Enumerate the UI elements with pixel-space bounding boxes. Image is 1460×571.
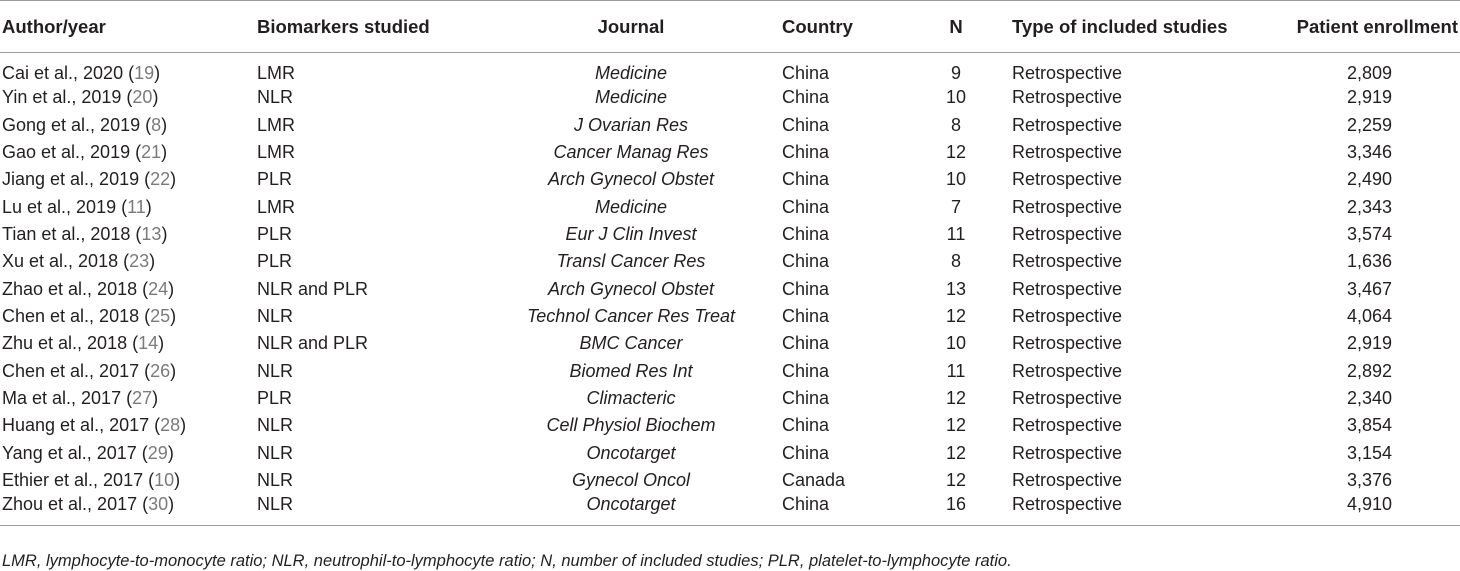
n-cell: 12 (945, 415, 967, 436)
reference-link[interactable]: 11 (127, 196, 146, 217)
reference-close-paren: ) (170, 169, 177, 190)
study-type-cell: Retrospective (1012, 114, 1123, 135)
reference-close-paren: ) (161, 223, 168, 244)
enrollment-cell: 1,636 (1346, 251, 1392, 272)
table-body (0, 53, 1460, 526)
n-cell: 7 (950, 196, 961, 217)
table-row (0, 221, 1460, 248)
reference-close-paren: ) (168, 494, 175, 515)
author-cell (0, 330, 255, 357)
table-row (0, 330, 1460, 357)
biomarkers-cell: PLR (257, 251, 293, 272)
study-type-cell: Retrospective (1012, 469, 1123, 490)
author-cell (0, 111, 255, 138)
enrollment-cell: 3,574 (1346, 223, 1392, 244)
table-row (0, 53, 1460, 85)
header-type: Type of included studies (1010, 1, 1270, 53)
study-type-cell: Retrospective (1012, 223, 1123, 244)
reference-link[interactable]: 25 (150, 305, 171, 326)
enrollment-cell: 3,467 (1346, 278, 1392, 299)
study-type-cell: Retrospective (1012, 196, 1123, 217)
journal-cell: Medicine (594, 63, 668, 83)
n-cell: 8 (950, 251, 961, 272)
study-type-cell: Retrospective (1012, 169, 1123, 190)
reference-link[interactable]: 29 (147, 442, 168, 463)
reference-link[interactable]: 20 (132, 87, 153, 108)
header-journal: Journal (480, 1, 780, 53)
reference-close-paren: ) (168, 278, 175, 299)
author-cell (0, 385, 255, 412)
reference-link[interactable]: 19 (134, 63, 155, 83)
n-cell: 10 (945, 333, 967, 354)
author-text: Xu et al., 2018 ( (2, 251, 130, 272)
reference-close-paren: ) (152, 87, 159, 108)
journal-cell: Medicine (594, 196, 668, 217)
biomarkers-cell: NLR (257, 469, 294, 490)
n-cell: 16 (900, 494, 1010, 526)
enrollment-cell: 2,490 (1346, 169, 1392, 190)
author-cell (0, 193, 255, 220)
biomarkers-cell: NLR (257, 87, 294, 108)
reference-link[interactable]: 22 (150, 169, 171, 190)
enrollment-cell: 3,376 (1346, 469, 1392, 490)
biomarkers-cell: NLR and PLR (257, 278, 369, 299)
study-type-cell: Retrospective (1012, 360, 1123, 381)
table-row (0, 111, 1460, 138)
study-type-cell: Retrospective (1012, 63, 1123, 83)
enrollment-cell: 3,346 (1346, 141, 1392, 162)
biomarkers-cell: LMR (257, 114, 296, 135)
n-cell: 9 (950, 63, 961, 83)
country-cell: China (782, 278, 830, 299)
enrollment-cell: 2,892 (1346, 360, 1392, 381)
enrollment-cell: 3,854 (1346, 415, 1392, 436)
reference-link[interactable]: 14 (138, 333, 159, 354)
journal-cell: Biomed Res Int (569, 360, 693, 381)
author-text: Jiang et al., 2019 ( (2, 169, 151, 190)
header-row (0, 1, 1460, 53)
author-text: Yang et al., 2017 ( (2, 442, 148, 463)
biomarkers-cell: PLR (257, 387, 293, 408)
author-cell (0, 275, 255, 302)
study-type-cell: Retrospective (1012, 278, 1123, 299)
journal-cell: Climacteric (586, 387, 676, 408)
enrollment-cell: 2,919 (1346, 87, 1392, 108)
author-cell (0, 53, 255, 85)
table-row (0, 139, 1460, 166)
author-cell (0, 467, 255, 494)
table-row (0, 248, 1460, 275)
n-cell: 13 (945, 278, 967, 299)
author-cell (0, 166, 255, 193)
reference-link[interactable]: 23 (129, 251, 150, 272)
enrollment-cell: 2,340 (1346, 387, 1392, 408)
study-type-cell: Retrospective (1012, 87, 1123, 108)
enrollment-cell: 2,259 (1346, 114, 1392, 135)
table-row (0, 412, 1460, 439)
enrollment-cell: 3,154 (1346, 442, 1392, 463)
reference-close-paren: ) (149, 251, 156, 272)
author-cell (0, 303, 255, 330)
reference-link[interactable]: 28 (160, 415, 181, 436)
journal-cell: Oncotarget (586, 442, 676, 463)
reference-close-paren: ) (158, 333, 165, 354)
journal-cell: Transl Cancer Res (556, 251, 706, 272)
n-cell: 8 (950, 114, 961, 135)
n-cell: 10 (945, 87, 967, 108)
biomarkers-cell: NLR (255, 494, 480, 526)
journal-cell: Cancer Manag Res (553, 141, 709, 162)
country-cell: China (782, 63, 830, 83)
enrollment-cell: 4,910 (1270, 494, 1460, 526)
table-row (0, 357, 1460, 384)
author-text: Chen et al., 2017 ( (2, 360, 151, 381)
n-cell: 12 (945, 442, 967, 463)
reference-link[interactable]: 30 (148, 494, 169, 515)
author-cell (0, 248, 255, 275)
header-biomarkers: Biomarkers studied (255, 1, 480, 53)
reference-link[interactable]: 13 (141, 223, 162, 244)
country-cell: Canada (782, 469, 846, 490)
author-cell (0, 412, 255, 439)
biomarkers-cell: NLR and PLR (257, 333, 369, 354)
n-cell: 12 (945, 305, 967, 326)
author-text: Ma et al., 2017 ( (2, 387, 133, 408)
journal-cell: BMC Cancer (579, 333, 683, 354)
table-row (0, 385, 1460, 412)
n-cell: 10 (945, 169, 967, 190)
country-cell: China (782, 305, 830, 326)
reference-link[interactable]: 27 (132, 387, 153, 408)
biomarkers-cell: PLR (257, 223, 293, 244)
enrollment-cell: 2,343 (1346, 196, 1392, 217)
table-footnote: LMR, lymphocyte-to-monocyte ratio; NLR, neutrophil-to-lymphocyte ratio; N, number of included studies; PLR, platelet-to-lymphocyte ratio. (2, 552, 1012, 570)
country-cell: China (782, 196, 830, 217)
journal-cell: Arch Gynecol Obstet (547, 278, 715, 299)
study-type-cell: Retrospective (1012, 442, 1123, 463)
study-type-cell: Retrospective (1012, 387, 1123, 408)
author-cell (0, 139, 255, 166)
reference-close-paren: ) (161, 114, 168, 135)
country-cell: China (782, 415, 830, 436)
journal-cell: Arch Gynecol Obstet (547, 169, 715, 190)
n-cell: 11 (946, 223, 966, 244)
header-author: Author/year (0, 1, 255, 53)
author-text: Yin et al., 2019 ( (2, 87, 133, 108)
enrollment-cell: 4,064 (1346, 305, 1392, 326)
author-text: Tian et al., 2018 ( (2, 223, 142, 244)
journal-cell: J Ovarian Res (573, 114, 689, 135)
header-enrollment: Patient enrollment (1270, 1, 1460, 53)
study-type-cell: Retrospective (1010, 494, 1270, 526)
study-type-cell: Retrospective (1012, 141, 1123, 162)
reference-close-paren: ) (170, 360, 177, 381)
reference-link[interactable]: 26 (150, 360, 171, 381)
author-text: Chen et al., 2018 ( (2, 305, 151, 326)
n-cell: 12 (945, 387, 967, 408)
reference-close-paren: ) (152, 387, 159, 408)
country-cell: China (782, 114, 830, 135)
reference-close-paren: ) (145, 196, 152, 217)
journal-cell: Eur J Clin Invest (565, 223, 697, 244)
reference-close-paren: ) (154, 63, 161, 83)
enrollment-cell: 2,919 (1346, 333, 1392, 354)
study-type-cell: Retrospective (1012, 415, 1123, 436)
author-text: Gao et al., 2019 ( (2, 141, 142, 162)
author-text: Zhou et al., 2017 ( (2, 494, 149, 515)
reference-link[interactable]: 10 (154, 469, 175, 490)
reference-close-paren: ) (167, 442, 174, 463)
table-row (0, 467, 1460, 494)
header-n: N (900, 1, 1010, 53)
table-row (0, 84, 1460, 111)
enrollment-cell: 2,809 (1346, 63, 1392, 83)
reference-link[interactable]: 24 (148, 278, 169, 299)
table-row (0, 303, 1460, 330)
journal-cell: Cell Physiol Biochem (546, 415, 716, 436)
country-cell: China (780, 494, 900, 526)
biomarkers-cell: NLR (257, 415, 294, 436)
reference-close-paren: ) (174, 469, 181, 490)
country-cell: China (782, 442, 830, 463)
author-text: Huang et al., 2017 ( (2, 415, 161, 436)
table-row (0, 275, 1460, 302)
reference-link[interactable]: 8 (151, 114, 162, 135)
reference-close-paren: ) (170, 305, 177, 326)
biomarkers-cell: LMR (257, 196, 296, 217)
journal-cell: Technol Cancer Res Treat (526, 305, 736, 326)
author-text: Ethier et al., 2017 ( (2, 469, 155, 490)
biomarkers-cell: NLR (257, 442, 294, 463)
country-cell: China (782, 141, 830, 162)
reference-link[interactable]: 21 (141, 141, 162, 162)
study-type-cell: Retrospective (1012, 333, 1123, 354)
author-cell (0, 494, 255, 526)
n-cell: 12 (945, 469, 967, 490)
author-cell (0, 84, 255, 111)
country-cell: China (782, 360, 830, 381)
table-header (0, 1, 1460, 53)
country-cell: China (782, 387, 830, 408)
biomarkers-cell: NLR (257, 305, 294, 326)
author-text: Zhao et al., 2018 ( (2, 278, 149, 299)
study-type-cell: Retrospective (1012, 305, 1123, 326)
author-text: Gong et al., 2019 ( (2, 114, 152, 135)
study-type-cell: Retrospective (1012, 251, 1123, 272)
table-row (0, 193, 1460, 220)
author-cell (0, 221, 255, 248)
journal-cell: Medicine (594, 87, 668, 108)
header-country: Country (780, 1, 900, 53)
table-row (0, 439, 1460, 466)
journal-cell: Oncotarget (480, 494, 780, 526)
author-cell (0, 439, 255, 466)
n-cell: 12 (945, 141, 967, 162)
author-text: Zhu et al., 2018 ( (2, 333, 139, 354)
table-row (0, 166, 1460, 193)
biomarkers-cell: LMR (257, 141, 296, 162)
biomarkers-cell: LMR (257, 63, 296, 83)
author-text: Lu et al., 2019 ( (2, 196, 128, 217)
n-cell: 11 (946, 360, 966, 381)
table-row (0, 494, 1460, 526)
country-cell: China (782, 333, 830, 354)
country-cell: China (782, 87, 830, 108)
country-cell: China (782, 251, 830, 272)
reference-close-paren: ) (161, 141, 168, 162)
author-text: Cai et al., 2020 ( (2, 63, 135, 83)
biomarkers-cell: NLR (257, 360, 294, 381)
country-cell: China (782, 169, 830, 190)
biomarkers-cell: PLR (257, 169, 293, 190)
reference-close-paren: ) (180, 415, 187, 436)
author-cell (0, 357, 255, 384)
country-cell: China (782, 223, 830, 244)
journal-cell: Gynecol Oncol (571, 469, 691, 490)
